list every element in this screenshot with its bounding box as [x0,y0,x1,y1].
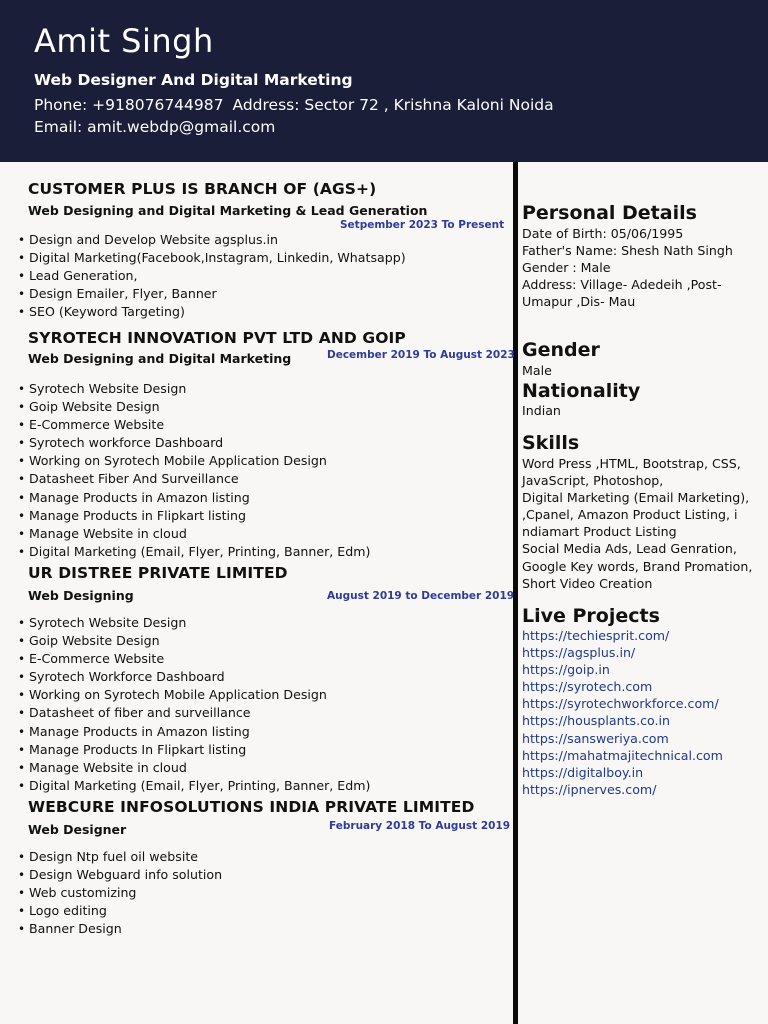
list-item: • Manage Products in Amazon listing [18,723,370,741]
job-dates: Setpember 2023 To Present [340,219,505,231]
list-item: • SEO (Keyword Targeting) [18,303,406,321]
project-link[interactable]: https://mahatmajitechnical.com [522,747,723,763]
candidate-name: Amit Singh [34,22,214,60]
list-item: • Lead Generation, [18,267,406,285]
list-item: • E-Commerce Website [18,416,370,434]
list-item: • Banner Design [18,920,222,938]
list-item: • Digital Marketing (Email, Flyer, Printing, Banner, Edm) [18,543,370,561]
project-link[interactable]: https://techiesprit.com/ [522,628,670,643]
contact-line [34,96,554,114]
list-item: • Web customizing [18,884,222,902]
candidate-title: Web Designer And Digital Marketing [34,71,353,89]
list-item: • Syrotech Workforce Dashboard [18,668,370,686]
nationality-value: Indian [522,403,561,418]
list-item: • Design Ntp fuel oil website [18,848,222,866]
list-item: • Manage Products in Amazon listing [18,489,370,507]
skill-line: ndiamart Product Listing [522,524,677,540]
job-duties [18,231,406,321]
job-role: Web Designer [28,822,127,837]
skills-list [522,455,752,592]
nationality-heading: Nationality [522,380,641,402]
gender-value: Male [522,363,552,378]
list-item: • Digital Marketing (Email, Flyer, Printing, Banner, Edm) [18,777,370,795]
job-role: Web Designing and Digital Marketing & Lead Generation [28,203,428,218]
job-dates: February 2018 To August 2019 [329,820,511,832]
email: Email: amit.webdp@gmail.com [34,118,276,136]
company-name: WEBCURE INFOSOLUTIONS INDIA PRIVATE LIMITED [28,798,475,816]
list-item: • Manage Products In Flipkart listing [18,741,370,759]
list-item: • Goip Website Design [18,632,370,650]
gender-heading: Gender [522,339,600,361]
job-dates: August 2019 to December 2019 [327,590,515,602]
list-item: • Manage Website in cloud [18,525,370,543]
list-item: • Goip Website Design [18,398,370,416]
address-line-1: Address: Village- Adedeih ,Post- [522,277,722,292]
project-links [522,627,723,798]
company-name: UR DISTREE PRIVATE LIMITED [28,564,288,582]
list-item: • Design Webguard info solution [18,866,222,884]
job-dates: December 2019 To August 2023 [327,349,515,361]
project-link[interactable]: https://syrotechworkforce.com/ [522,696,719,712]
job-role: Web Designing and Digital Marketing [28,351,292,366]
list-item: • Digital Marketing(Facebook,Instagram, Linkedin, Whatsapp) [18,249,406,267]
skill-line: Digital Marketing (Email Marketing), [522,490,750,506]
job-duties [18,614,370,795]
father-name: Father's Name: Shesh Nath Singh [522,243,733,258]
project-link[interactable]: https://housplants.co.in [522,713,670,729]
address-line-2: Umapur ,Dis- Mau [522,294,636,309]
list-item: • Syrotech Website Design [18,380,370,398]
skill-line: ,Cpanel, Amazon Product Listing, i [522,507,738,523]
skill-line: Google Key words, Brand Promation, [522,558,753,574]
company-name: SYROTECH INNOVATION PVT LTD AND GOIP [28,329,406,347]
job-duties [18,380,370,561]
phone: Phone: +918076744987 [34,96,224,114]
job-duties [18,848,222,938]
list-item: • E-Commerce Website [18,650,370,668]
list-item: • Design and Develop Website agsplus.in [18,231,406,249]
list-item: • Working on Syrotech Mobile Application Design [18,452,370,470]
list-item: • Logo editing [18,902,222,920]
personal-details-heading: Personal Details [522,202,697,224]
job-role: Web Designing [28,588,134,603]
date-of-birth: Date of Birth: 05/06/1995 [522,226,684,241]
list-item: • Manage Products in Flipkart listing [18,507,370,525]
list-item: • Syrotech Website Design [18,614,370,632]
list-item: • Syrotech workforce Dashboard [18,434,370,452]
skills-heading: Skills [522,432,580,454]
project-link[interactable]: https://sansweriya.com [522,730,669,746]
project-link[interactable]: https://ipnerves.com/ [522,781,657,797]
skill-line: JavaScript, Photoshop, [522,473,664,489]
project-link[interactable]: https://digitalboy.in [522,764,644,780]
skill-line: Social Media Ads, Lead Genration, [522,541,737,557]
list-item: • Design Emailer, Flyer, Banner [18,285,406,303]
company-name: CUSTOMER PLUS IS BRANCH OF (AGS+) [28,180,377,198]
personal-gender: Gender : Male [522,260,611,275]
list-item: • Working on Syrotech Mobile Application Design [18,686,370,704]
list-item: • Datasheet Fiber And Surveillance [18,470,370,488]
skill-line: Short Video Creation [522,575,653,591]
skill-line: Word Press ,HTML, Bootstrap, CSS, [522,456,741,471]
address: Address: Sector 72 , Krishna Kaloni Noida [232,96,554,114]
project-link[interactable]: https://syrotech.com [522,679,653,695]
resume-header [0,0,768,162]
live-projects-heading: Live Projects [522,605,660,627]
project-link[interactable]: https://agsplus.in/ [522,645,636,661]
list-item: • Datasheet of fiber and surveillance [18,704,370,722]
project-link[interactable]: https://goip.in [522,662,610,678]
list-item: • Manage Website in cloud [18,759,370,777]
